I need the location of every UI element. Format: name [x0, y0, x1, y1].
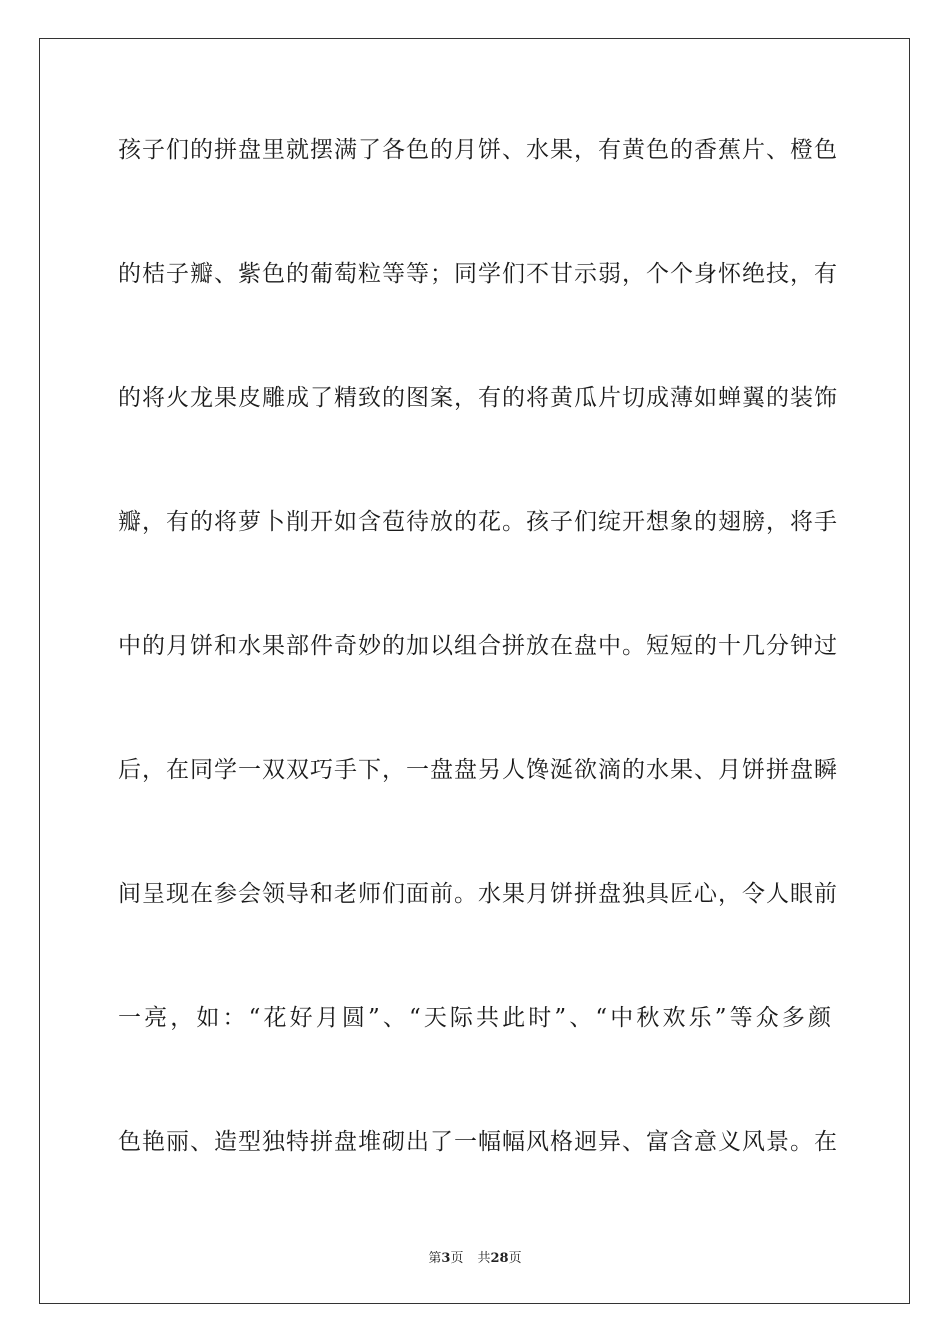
total-pages: 28 — [490, 1251, 509, 1266]
text-line: 中的月饼和水果部件奇妙的加以组合拼放在盘中。短短的十几分钟过 — [118, 633, 838, 659]
page-number: 3 — [441, 1251, 451, 1266]
text-line: 后，在同学一双双巧手下，一盘盘另人馋涎欲滴的水果、月饼拼盘瞬 — [118, 757, 838, 783]
text-line: 瓣，有的将萝卜削开如含苞待放的花。孩子们绽开想象的翅膀，将手 — [118, 509, 838, 535]
total-pages-prefix: 共 — [477, 1251, 491, 1266]
text-line: 孩子们的拼盘里就摆满了各色的月饼、水果，有黄色的香蕉片、橙色 — [118, 137, 838, 163]
page-number-prefix: 第 — [428, 1251, 442, 1266]
document-body — [118, 126, 838, 1242]
text-line: 间呈现在参会领导和老师们面前。水果月饼拼盘独具匠心，令人眼前 — [118, 881, 838, 907]
text-line: 的将火龙果皮雕成了精致的图案，有的将黄瓜片切成薄如蝉翼的装饰 — [118, 385, 838, 411]
page-footer — [0, 1247, 950, 1266]
text-line: 的桔子瓣、紫色的葡萄粒等等；同学们不甘示弱，个个身怀绝技，有 — [118, 261, 838, 287]
total-pages-suffix: 页 — [508, 1251, 522, 1266]
text-line: 一亮，如：“花好月圆”、“天际共此时”、“中秋欢乐”等众多颜 — [118, 1005, 832, 1031]
text-line: 色艳丽、造型独特拼盘堆砌出了一幅幅风格迥异、富含意义风景。在 — [118, 1129, 838, 1155]
page-number-suffix: 页 — [450, 1251, 464, 1266]
